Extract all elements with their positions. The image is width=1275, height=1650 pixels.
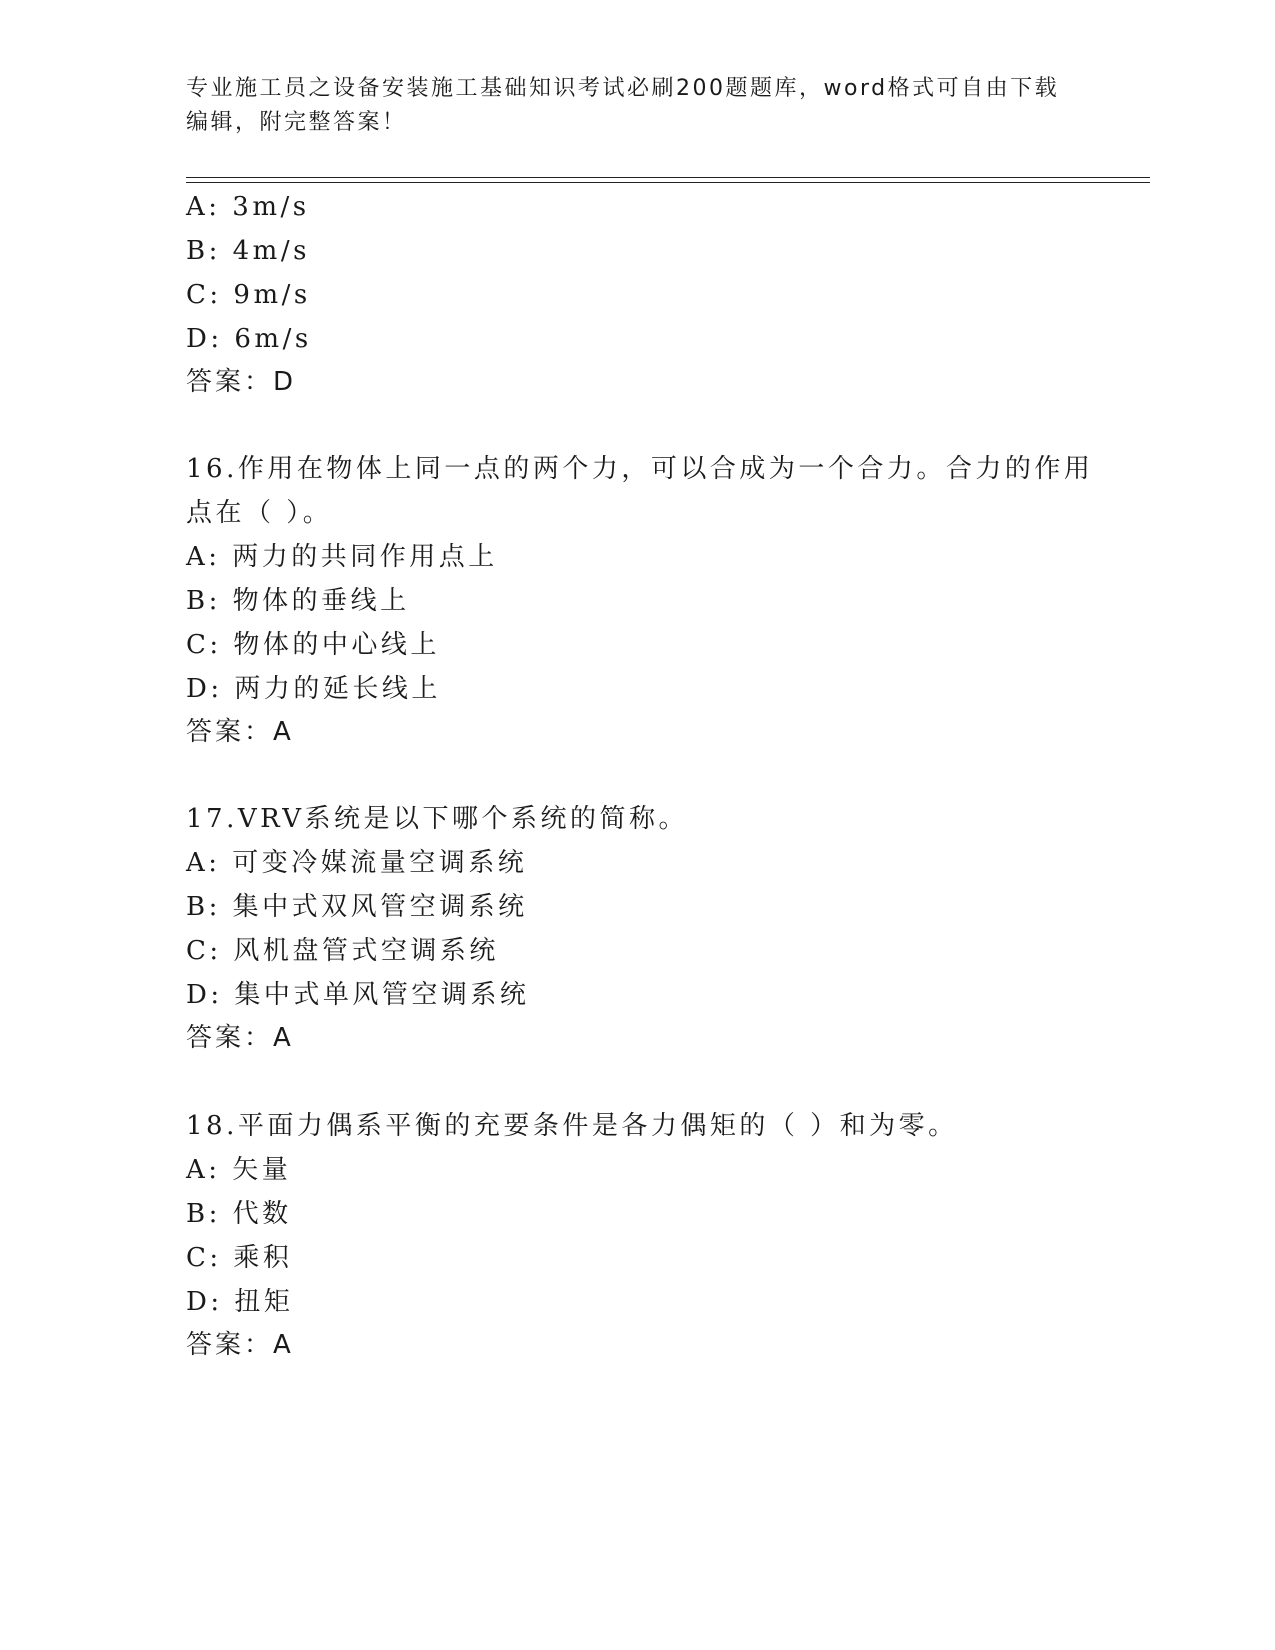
q18-option-c: C: 乘积 [186, 1243, 293, 1273]
q15-option-b: B: 4m/s [186, 236, 310, 266]
q18-option-b: B: 代数 [186, 1199, 292, 1229]
q18-option-a: A: 矢量 [186, 1155, 292, 1185]
q17-stem-line1: 17.VRV系统是以下哪个系统的简称。 [186, 804, 689, 834]
q15-option-a: A: 3m/s [186, 192, 310, 222]
q16-stem-line1: 16.作用在物体上同一点的两个力，可以合成为一个合力。合力的作用 [186, 454, 1094, 484]
q15-answer: 答案：D [186, 367, 297, 397]
header-title-line2: 编辑，附完整答案！ [186, 110, 407, 135]
q17-answer: 答案：A [186, 1023, 294, 1053]
q17-option-c: C: 风机盘管式空调系统 [186, 936, 499, 966]
q17-option-d: D: 集中式单风管空调系统 [186, 980, 530, 1010]
q16-option-d: D: 两力的延长线上 [186, 674, 441, 704]
q15-option-d: D: 6m/s [186, 324, 312, 354]
q15-option-c: C: 9m/s [186, 280, 311, 310]
q18-stem-line1: 18.平面力偶系平衡的充要条件是各力偶矩的（ ）和为零。 [186, 1111, 958, 1141]
q16-option-c: C: 物体的中心线上 [186, 630, 440, 660]
q16-option-b: B: 物体的垂线上 [186, 586, 410, 616]
q17-option-a: A: 可变冷媒流量空调系统 [186, 848, 528, 878]
document-header [186, 72, 1066, 140]
q16-option-a: A: 两力的共同作用点上 [186, 542, 498, 572]
header-divider-top [186, 177, 1150, 178]
q17-option-b: B: 集中式双风管空调系统 [186, 892, 528, 922]
q16-answer: 答案：A [186, 717, 294, 747]
header-divider-bottom [186, 182, 1150, 183]
q16-stem-line2: 点在（ ）。 [186, 498, 333, 528]
header-title-line1: 专业施工员之设备安装施工基础知识考试必刷200题题库，word格式可自由下载 [186, 76, 1060, 101]
q18-option-d: D: 扭矩 [186, 1287, 294, 1317]
q18-answer: 答案：A [186, 1330, 294, 1360]
